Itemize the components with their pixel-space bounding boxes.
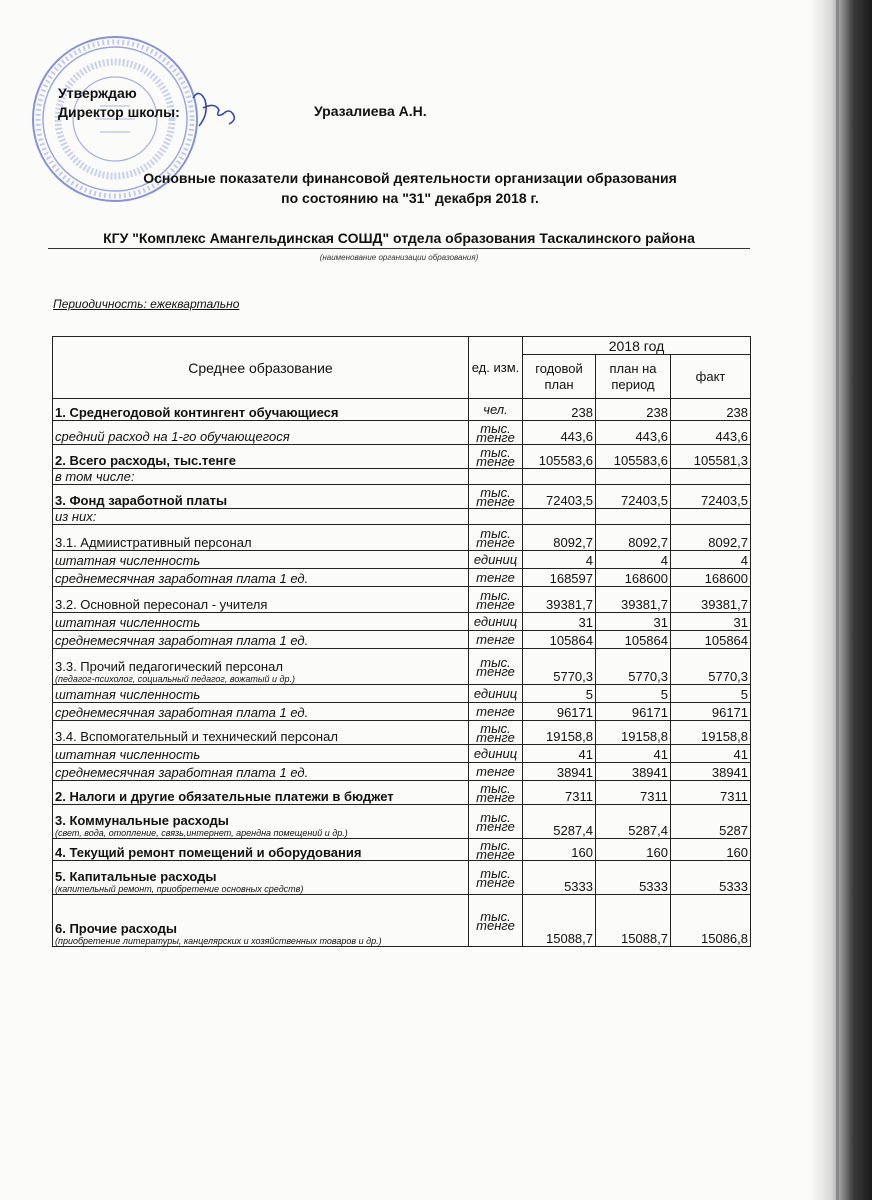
fact-value: 160 <box>671 839 751 861</box>
period-plan-value: 443,6 <box>596 421 671 445</box>
row-label-text: штатная численность <box>55 687 201 702</box>
table-row <box>53 551 751 569</box>
annual-plan-value: 5770,3 <box>523 649 596 685</box>
table-row <box>53 805 751 839</box>
row-label <box>53 485 469 509</box>
row-label-text: штатная численность <box>55 747 201 762</box>
row-label-note: (приобретение литературы, канцелярских и хозяйственных товаров и др.) <box>55 936 382 946</box>
fact-value: 72403,5 <box>671 485 751 509</box>
row-label <box>53 781 469 805</box>
header-section: Среднее образование <box>53 337 469 399</box>
row-label-text: 6. Прочие расходы <box>55 921 177 936</box>
table-row <box>53 839 751 861</box>
row-label-note: (педагог-психолог, социальный педагог, вожатый и др.) <box>55 674 295 684</box>
row-unit: тенге <box>469 763 523 781</box>
row-unit: единиц <box>469 551 523 569</box>
row-unit: тенге <box>469 703 523 721</box>
annual-plan-value: 105583,6 <box>523 445 596 469</box>
fact-value: 5287 <box>671 805 751 839</box>
row-unit: тыс. тенге <box>469 781 523 805</box>
row-label-text: 2. Всего расходы, тыс.тенге <box>55 453 236 468</box>
row-label-text: 3.3. Прочий педагогический персонал <box>55 659 283 674</box>
row-label <box>53 721 469 745</box>
annual-plan-value: 238 <box>523 399 596 421</box>
row-label <box>53 587 469 613</box>
row-unit <box>469 469 523 485</box>
period-plan-value: 105583,6 <box>596 445 671 469</box>
header-annual-plan: годовой план <box>523 355 596 399</box>
row-label <box>53 613 469 631</box>
fact-value: 41 <box>671 745 751 763</box>
table-row <box>53 399 751 421</box>
annual-plan-value: 15088,7 <box>523 895 596 947</box>
row-label-text: штатная численность <box>55 615 201 630</box>
row-unit: тыс. тенге <box>469 721 523 745</box>
row-label <box>53 469 469 485</box>
period-plan-value: 31 <box>596 613 671 631</box>
table-body <box>53 399 751 947</box>
table-row <box>53 861 751 895</box>
row-label-text: 3.1. Адмиистративный персонал <box>55 535 252 550</box>
period-plan-value: 8092,7 <box>596 525 671 551</box>
annual-plan-value: 5287,4 <box>523 805 596 839</box>
row-label <box>53 763 469 781</box>
period-plan-value: 96171 <box>596 703 671 721</box>
row-unit: чел. <box>469 399 523 421</box>
title-line-1: Основные показатели финансовой деятельности организации образования <box>143 170 677 186</box>
fact-value: 105581,3 <box>671 445 751 469</box>
table-row <box>53 649 751 685</box>
title-line-2: по состоянию на "31" декабря 2018 г. <box>281 190 539 206</box>
annual-plan-value: 72403,5 <box>523 485 596 509</box>
director-name: Уразалиева А.Н. <box>314 103 427 119</box>
table-row <box>53 745 751 763</box>
annual-plan-value: 41 <box>523 745 596 763</box>
row-label <box>53 895 469 947</box>
row-unit: тыс. тенге <box>469 861 523 895</box>
table-row <box>53 613 751 631</box>
period-plan-value: 38941 <box>596 763 671 781</box>
annual-plan-value: 443,6 <box>523 421 596 445</box>
row-label <box>53 649 469 685</box>
row-label <box>53 703 469 721</box>
row-label <box>53 445 469 469</box>
row-unit: тыс. тенге <box>469 805 523 839</box>
annual-plan-value: 31 <box>523 613 596 631</box>
annual-plan-value: 7311 <box>523 781 596 805</box>
period-plan-value: 41 <box>596 745 671 763</box>
row-unit: тыс. тенге <box>469 895 523 947</box>
annual-plan-value: 8092,7 <box>523 525 596 551</box>
annual-plan-value: 168597 <box>523 569 596 587</box>
row-unit: тыс. тенге <box>469 839 523 861</box>
row-unit: тенге <box>469 631 523 649</box>
row-unit: тыс. тенге <box>469 445 523 469</box>
period-plan-value: 5333 <box>596 861 671 895</box>
row-label <box>53 509 469 525</box>
row-label <box>53 685 469 703</box>
row-label-text: 3.4. Вспомогательный и технический персонал <box>55 729 338 744</box>
annual-plan-value: 39381,7 <box>523 587 596 613</box>
approval-block <box>58 84 180 122</box>
row-label-text: 2. Налоги и другие обязательные платежи в бюджет <box>55 789 394 804</box>
financial-indicators-table <box>52 336 751 947</box>
period-plan-value: 5287,4 <box>596 805 671 839</box>
row-unit: тыс. тенге <box>469 485 523 509</box>
table-row <box>53 485 751 509</box>
document-title <box>0 168 820 208</box>
fact-value: 19158,8 <box>671 721 751 745</box>
table-row <box>53 569 751 587</box>
period-plan-value <box>596 469 671 485</box>
row-unit: тыс. тенге <box>469 649 523 685</box>
table-row <box>53 445 751 469</box>
table-row <box>53 509 751 525</box>
table-row <box>53 525 751 551</box>
row-label <box>53 399 469 421</box>
period-plan-value: 7311 <box>596 781 671 805</box>
fact-value: 4 <box>671 551 751 569</box>
row-unit: тыс. тенге <box>469 421 523 445</box>
annual-plan-value: 5333 <box>523 861 596 895</box>
fact-value: 38941 <box>671 763 751 781</box>
fact-value: 39381,7 <box>671 587 751 613</box>
fact-value: 5 <box>671 685 751 703</box>
row-label-text: в том числе: <box>55 469 135 484</box>
period-plan-value: 105864 <box>596 631 671 649</box>
fact-value <box>671 469 751 485</box>
row-label-text: штатная численность <box>55 553 201 568</box>
annual-plan-value <box>523 469 596 485</box>
row-label <box>53 551 469 569</box>
row-label-text: средний расход на 1-го обучающегося <box>55 429 290 444</box>
row-label-text: среднемесячная заработная плата 1 ед. <box>55 571 309 586</box>
annual-plan-value: 96171 <box>523 703 596 721</box>
period-plan-value: 5770,3 <box>596 649 671 685</box>
row-label-text: среднемесячная заработная плата 1 ед. <box>55 765 309 780</box>
header-fact: факт <box>671 355 751 399</box>
row-unit: тенге <box>469 569 523 587</box>
annual-plan-value: 19158,8 <box>523 721 596 745</box>
row-label <box>53 861 469 895</box>
row-unit: единиц <box>469 685 523 703</box>
fact-value: 105864 <box>671 631 751 649</box>
row-label-text: 5. Капитальные расходы <box>55 869 217 884</box>
row-label <box>53 745 469 763</box>
annual-plan-value: 38941 <box>523 763 596 781</box>
fact-value: 15086,8 <box>671 895 751 947</box>
table-row <box>53 685 751 703</box>
fact-value: 5770,3 <box>671 649 751 685</box>
period-plan-value: 15088,7 <box>596 895 671 947</box>
table-row <box>53 703 751 721</box>
period-plan-value: 39381,7 <box>596 587 671 613</box>
period-plan-value <box>596 509 671 525</box>
row-label-text: 1. Среднегодовой контингент обучающиеся <box>55 405 339 420</box>
row-label-note: (свет, вода, отопление, связь,интернет, арендна помещений и др.) <box>55 828 348 838</box>
row-label-text: 3. Фонд заработной платы <box>55 493 228 508</box>
table-row <box>53 895 751 947</box>
row-unit: единиц <box>469 613 523 631</box>
header-period-plan: план на период <box>596 355 671 399</box>
row-label-text: 4. Текущий ремонт помещений и оборудования <box>55 845 362 860</box>
annual-plan-value: 160 <box>523 839 596 861</box>
table-row <box>53 763 751 781</box>
row-label-note: (капительный ремонт, приобретение основных средств) <box>55 884 304 894</box>
fact-value: 238 <box>671 399 751 421</box>
fact-value: 5333 <box>671 861 751 895</box>
annual-plan-value: 105864 <box>523 631 596 649</box>
row-label-text: среднемесячная заработная плата 1 ед. <box>55 705 309 720</box>
period-plan-value: 160 <box>596 839 671 861</box>
row-unit: тыс. тенге <box>469 587 523 613</box>
fact-value: 8092,7 <box>671 525 751 551</box>
period-plan-value: 168600 <box>596 569 671 587</box>
annual-plan-value: 5 <box>523 685 596 703</box>
table-row <box>53 631 751 649</box>
row-unit: тыс. тенге <box>469 525 523 551</box>
header-unit: ед. изм. <box>469 337 523 399</box>
row-label <box>53 839 469 861</box>
period-plan-value: 238 <box>596 399 671 421</box>
approve-label: Утверждаю <box>58 85 137 101</box>
periodicity-note: Периодичность: ежеквартально <box>53 297 240 311</box>
table-row <box>53 781 751 805</box>
period-plan-value: 5 <box>596 685 671 703</box>
row-unit: единиц <box>469 745 523 763</box>
table-row <box>53 421 751 445</box>
annual-plan-value: 4 <box>523 551 596 569</box>
table-row <box>53 469 751 485</box>
fact-value: 31 <box>671 613 751 631</box>
row-label-text: 3.2. Основной пересонал - учителя <box>55 597 268 612</box>
period-plan-value: 4 <box>596 551 671 569</box>
director-label: Директор школы: <box>58 104 180 120</box>
row-label <box>53 525 469 551</box>
annual-plan-value <box>523 509 596 525</box>
row-label-text: 3. Коммунальные расходы <box>55 813 229 828</box>
table-row <box>53 721 751 745</box>
fact-value: 96171 <box>671 703 751 721</box>
header-year: 2018 год <box>523 337 751 355</box>
fact-value: 7311 <box>671 781 751 805</box>
fact-value <box>671 509 751 525</box>
table-row <box>53 587 751 613</box>
row-label <box>53 631 469 649</box>
director-signature <box>185 84 245 134</box>
fact-value: 168600 <box>671 569 751 587</box>
row-label-text: среднемесячная заработная плата 1 ед. <box>55 633 309 648</box>
period-plan-value: 72403,5 <box>596 485 671 509</box>
organization-name: КГУ "Комплекс Амангельдинская СОШД" отдела образования Таскалинского района <box>48 230 750 249</box>
fact-value: 443,6 <box>671 421 751 445</box>
row-label <box>53 421 469 445</box>
row-unit <box>469 509 523 525</box>
row-label <box>53 805 469 839</box>
period-plan-value: 19158,8 <box>596 721 671 745</box>
row-label-text: из них: <box>55 509 97 524</box>
organization-caption: (наименование организации образования) <box>319 253 479 262</box>
row-label <box>53 569 469 587</box>
